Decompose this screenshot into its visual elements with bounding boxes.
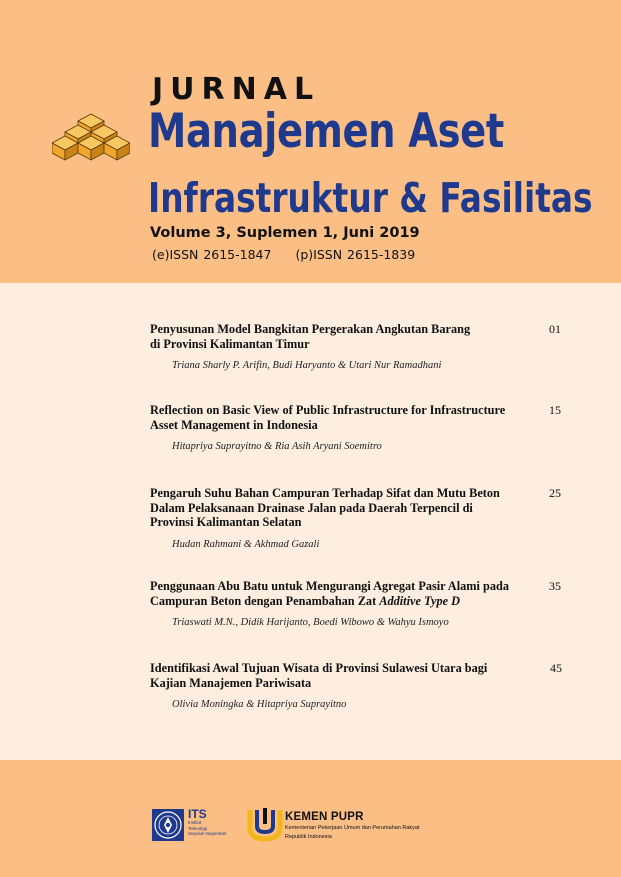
toc-entry-title: Identifikasi Awal Tujuan Wisata di Provinsi Sulawesi Utara bagi Kajian Manajemen Pariwisata [150, 661, 488, 690]
journal-title-line2: Infrastruktur & Fasilitas [148, 174, 593, 222]
toc-entry-page: 15 [549, 403, 561, 417]
toc-entry-authors: Triaswati M.N., Didik Harijanto, Boedi Wibowo & Wahyu Ismoyo [172, 617, 449, 628]
toc-entry-authors: Olivia Moningka & Hitapriya Suprayitno [172, 699, 347, 710]
toc-entry[interactable] [150, 661, 590, 710]
toc-entry-authors: Hitapriya Suprayitno & Ria Asih Aryani Soemitro [172, 441, 382, 452]
toc-entry[interactable] [150, 579, 590, 628]
toc-entry-title: Penggunaan Abu Batu untuk Mengurangi Agregat Pasir Alami pada Campuran Beton dengan Penambahan Zat Additive Type D [150, 579, 509, 608]
toc-entry-page: 25 [549, 486, 561, 500]
cube-stack-logo-icon [52, 113, 130, 165]
pissn: (p)ISSN 2615-1839 [295, 247, 416, 262]
volume-info: Volume 3, Suplemen 1, Juni 2019 [150, 225, 420, 241]
journal-label: JURNAL [152, 72, 321, 107]
toc-entry-page: 01 [549, 322, 561, 336]
toc-entry-authors: Hudan Rahmani & Akhmad Gazali [172, 538, 320, 550]
toc-entry[interactable] [150, 486, 590, 550]
toc-entry-page: 35 [549, 579, 561, 593]
its-wordmark: ITS Institut Teknologi Sepuluh Nopember [188, 807, 227, 836]
toc-entry-authors: Triana Sharly P. Arifin, Budi Haryanto & Utari Nur Ramadhani [172, 360, 442, 371]
eissn: (e)ISSN 2615-1847 [152, 247, 272, 262]
toc-entry[interactable] [150, 322, 590, 371]
toc-entry-title: Reflection on Basic View of Public Infrastructure for Infrastructure Asset Management in Indonesia [150, 403, 506, 432]
toc-entry-title: Penyusunan Model Bangkitan Pergerakan Angkutan Barang di Provinsi Kalimantan Timur [150, 322, 471, 351]
issn-info [152, 247, 415, 262]
its-seal-icon [151, 808, 185, 842]
toc-entry-title: Pengaruh Suhu Bahan Campuran Terhadap Sifat dan Mutu Beton Dalam Pelaksanaan Drainase Jalan pada Daerah Terpencil di Provinsi Kalimantan Selatan [150, 486, 500, 529]
journal-title-line1: Manajemen Aset [148, 104, 504, 159]
pupr-emblem-icon [247, 806, 283, 842]
italic-term: Additive Type D [379, 593, 461, 608]
pupr-wordmark: KEMEN PUPR Kementerian Pekerjaan Umum dan Perumahan Rakyat Republik Indonesia [285, 811, 420, 840]
toc-entry[interactable] [150, 403, 590, 452]
toc-entry-page: 45 [550, 661, 562, 675]
